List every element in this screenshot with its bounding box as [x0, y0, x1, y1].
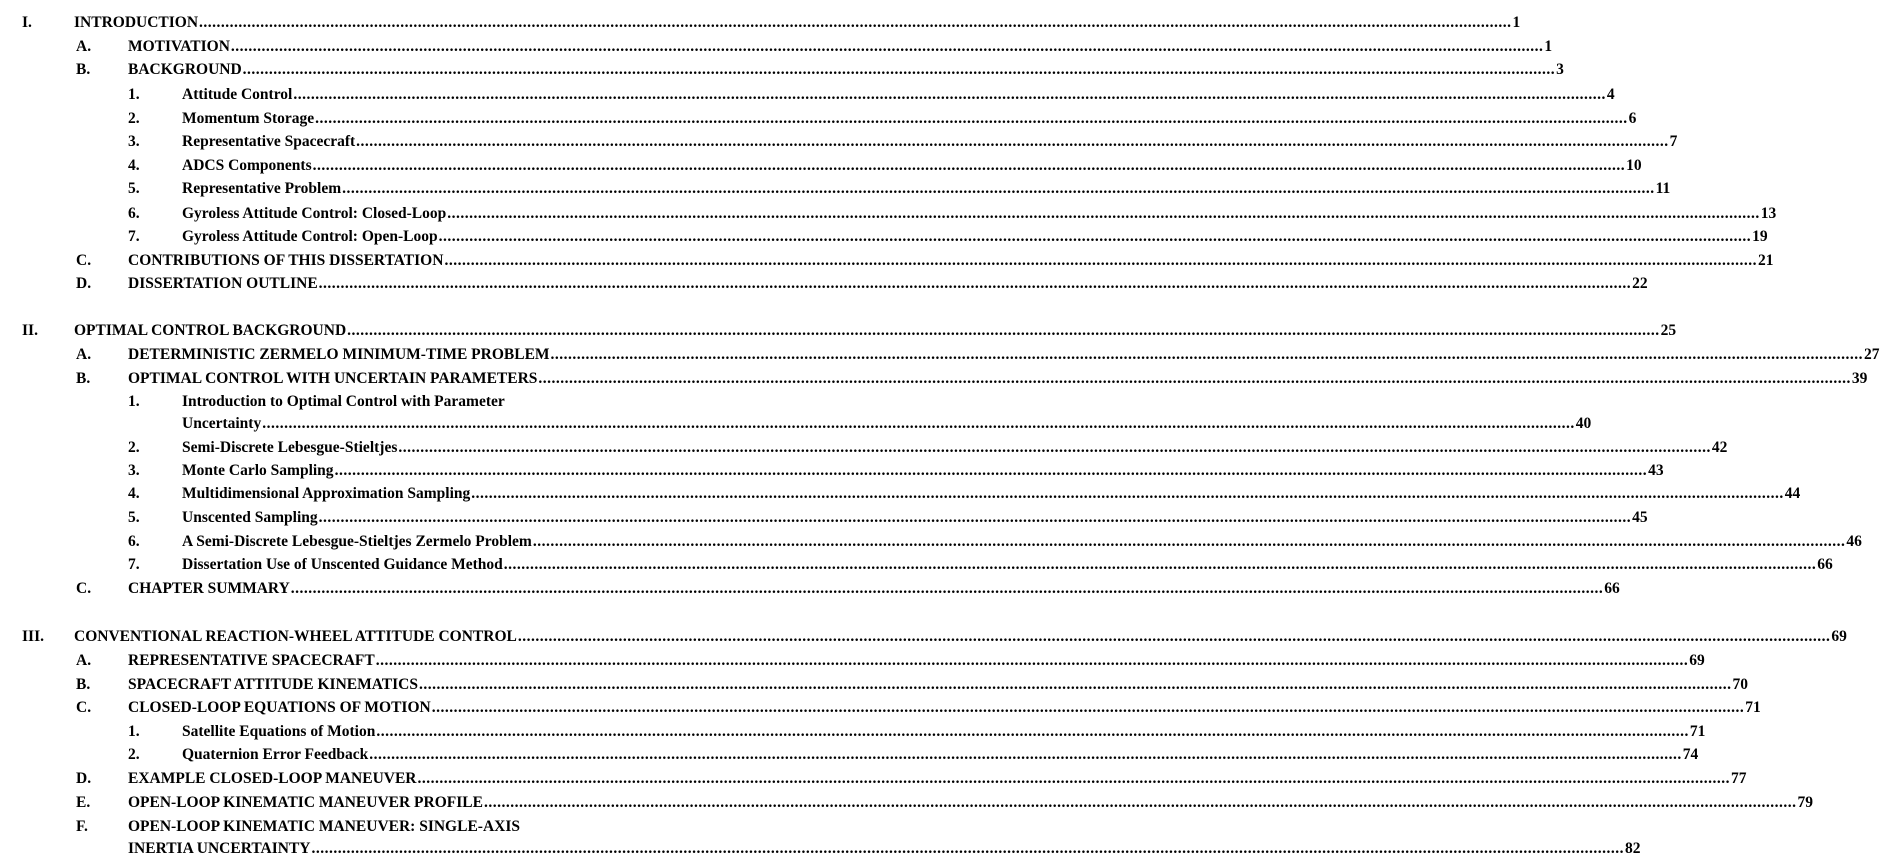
leader-dots: ............................................................................................................................................................................................................................................................................................................ [444, 252, 1757, 269]
toc-entry-title: MOTIVATION [128, 38, 230, 55]
toc-entry [0, 108, 1637, 130]
toc-entry-page: 22 [1632, 275, 1648, 292]
toc-entry [0, 460, 1664, 482]
leader-dots: ............................................................................................................................................................................................................................................................................................................ [293, 86, 1606, 103]
toc-entry-page: 77 [1731, 770, 1747, 787]
toc-entry-page: 4 [1606, 86, 1615, 103]
toc-entry-page: 25 [1660, 322, 1677, 339]
leader-dots: ............................................................................................................................................................................................................................................................................................................ [318, 509, 1632, 526]
toc-entry-number: 2. [128, 746, 140, 763]
toc-entry-number: 4. [128, 157, 140, 174]
toc-entry-title: ADCS Components [182, 157, 312, 174]
toc-entry-title: Semi-Discrete Lebesgue-Stieltjes [182, 439, 398, 456]
toc-entry-page: 1 [1512, 14, 1521, 31]
leader-dots: ............................................................................................................................................................................................................................................................................................................ [312, 157, 1626, 174]
toc-entry-page: 43 [1648, 462, 1664, 479]
toc-entry-page: 13 [1760, 205, 1777, 222]
leader-dots: ............................................................................................................................................................................................................................................................................................................ [356, 133, 1669, 150]
toc-entry-number: F. [76, 818, 88, 835]
leader-dots: ............................................................................................................................................................................................................................................................................................................ [375, 652, 1689, 669]
toc-entry-title: OPEN-LOOP KINEMATIC MANEUVER PROFILE [128, 794, 483, 811]
toc-entry-title: Multidimensional Approximation Sampling [182, 485, 471, 502]
toc-entry-page: 71 [1745, 699, 1761, 716]
toc-entry [0, 792, 1813, 814]
toc-entry [0, 554, 1833, 576]
toc-entry [0, 721, 1706, 743]
toc-entry-number: B. [76, 676, 91, 693]
toc-entry-page: 3 [1556, 61, 1564, 78]
toc-entry-number: 1. [128, 86, 140, 103]
toc-entry-number: 7. [128, 556, 140, 573]
leader-dots: ............................................................................................................................................................................................................................................................................................................ [347, 322, 1660, 339]
toc-entry-number: 5. [128, 509, 140, 526]
toc-entry-title: CONTRIBUTIONS OF THIS DISSERTATION [128, 252, 444, 269]
toc-entry-page: 6 [1628, 110, 1637, 127]
toc-entry-number: A. [76, 38, 92, 55]
leader-dots: ............................................................................................................................................................................................................................................................................................................ [532, 533, 1846, 550]
toc-entry [0, 344, 1880, 366]
toc-entry-page: 79 [1797, 794, 1813, 811]
leader-dots: ............................................................................................................................................................................................................................................................................................................ [262, 415, 1575, 432]
toc-entry [0, 203, 1777, 225]
leader-dots: ............................................................................................................................................................................................................................................................................................................ [199, 14, 1512, 31]
toc-entry-title-continuation: Uncertainty [182, 415, 262, 432]
leader-dots: ............................................................................................................................................................................................................................................................................................................ [503, 556, 1817, 573]
leader-dots: ............................................................................................................................................................................................................................................................................................................ [230, 38, 1544, 55]
toc-entry-title: Dissertation Use of Unscented Guidance Method [182, 556, 503, 573]
leader-dots: ............................................................................................................................................................................................................................................................................................................ [483, 794, 1797, 811]
leader-dots: ............................................................................................................................................................................................................................................................................................................ [538, 370, 1851, 387]
toc-entry-title: Introduction to Optimal Control with Parameter [182, 393, 505, 410]
toc-entry-number: E. [76, 794, 91, 811]
toc-entry [0, 250, 1774, 272]
toc-entry [0, 59, 1564, 81]
toc-entry-number: 7. [128, 228, 140, 245]
toc-entry-page: 7 [1669, 133, 1678, 150]
toc-entry [0, 391, 706, 413]
leader-dots: ............................................................................................................................................................................................................................................................................................................ [334, 462, 1648, 479]
toc-entry-title: DETERMINISTIC ZERMELO MINIMUM-TIME PROBLEM [128, 346, 550, 363]
leader-dots: ............................................................................................................................................................................................................................................................................................................ [517, 628, 1831, 645]
toc-entry-title: OPEN-LOOP KINEMATIC MANEUVER: SINGLE-AXIS [128, 818, 520, 835]
toc-entry-title: Gyroless Attitude Control: Open-Loop [182, 228, 438, 245]
toc-entry [0, 650, 1705, 672]
toc-entry-title: Representative Problem [182, 180, 342, 197]
leader-dots: ............................................................................................................................................................................................................................................................................................................ [290, 580, 1604, 597]
leader-dots: ............................................................................................................................................................................................................................................................................................................ [398, 439, 1711, 456]
toc-entry [0, 768, 1747, 790]
toc-entry-page: 69 [1689, 652, 1705, 669]
toc-entry-page: 82 [1625, 840, 1641, 857]
toc-entry-number: C. [76, 699, 92, 716]
leader-dots: ............................................................................................................................................................................................................................................................................................................ [315, 110, 1628, 127]
toc-entry-page: 19 [1752, 228, 1768, 245]
toc-entry-number: II. [22, 322, 38, 339]
toc-entry [0, 744, 1699, 766]
toc-entry-title: Quaternion Error Feedback [182, 746, 369, 763]
toc-entry-title: INTRODUCTION [74, 14, 199, 31]
toc-entry [0, 437, 1728, 459]
toc-entry-title: OPTIMAL CONTROL BACKGROUND [74, 322, 347, 339]
leader-dots: ............................................................................................................................................................................................................................................................................................................ [311, 840, 1625, 857]
toc-entry-page: 70 [1732, 676, 1748, 693]
toc-entry [0, 155, 1642, 177]
toc-entry-title: Momentum Storage [182, 110, 315, 127]
toc-entry-title: OPTIMAL CONTROL WITH UNCERTAIN PARAMETERS [128, 370, 538, 387]
toc-entry-page: 69 [1831, 628, 1847, 645]
toc-entry-number: 2. [128, 110, 140, 127]
leader-dots: ............................................................................................................................................................................................................................................................................................................ [318, 275, 1632, 292]
toc-entry-page: 44 [1784, 485, 1801, 502]
toc-entry-number: 1. [128, 723, 140, 740]
toc-entry-title: SPACECRAFT ATTITUDE KINEMATICS [128, 676, 418, 693]
toc-entry-number: B. [76, 61, 91, 78]
toc-entry-title: REPRESENTATIVE SPACECRAFT [128, 652, 375, 669]
toc-entry-number: B. [76, 370, 91, 387]
toc-entry-title-continuation: INERTIA UNCERTAINTY [128, 840, 311, 857]
toc-entry-page: 71 [1689, 723, 1706, 740]
toc-entry-number: 1. [128, 393, 140, 410]
toc-entry [0, 531, 1862, 553]
toc-entry-page: 66 [1817, 556, 1833, 573]
toc-entry-title: Attitude Control [182, 86, 293, 103]
toc-entry-title: Representative Spacecraft [182, 133, 356, 150]
toc-entry-number: A. [76, 652, 92, 669]
toc-entry-page: 46 [1846, 533, 1862, 550]
toc-entry [0, 36, 1553, 58]
toc-entry-page: 40 [1575, 415, 1592, 432]
toc-entry-number: III. [22, 628, 44, 645]
toc-entry [0, 578, 1620, 600]
toc-entry [0, 131, 1678, 153]
toc-entry-page: 45 [1632, 509, 1648, 526]
leader-dots: ............................................................................................................................................................................................................................................................................................................ [431, 699, 1745, 716]
toc-entry-page: 39 [1851, 370, 1868, 387]
toc-entry-page: 27 [1864, 346, 1880, 363]
toc-entry-number: 6. [128, 533, 140, 550]
leader-dots: ............................................................................................................................................................................................................................................................................................................ [417, 770, 1730, 787]
leader-dots: ............................................................................................................................................................................................................................................................................................................ [418, 676, 1732, 693]
toc-entry-continuation [0, 838, 1641, 860]
toc-entry [0, 674, 1748, 696]
toc-entry-number: 2. [128, 439, 140, 456]
leader-dots: ............................................................................................................................................................................................................................................................................................................ [471, 485, 1784, 502]
toc-entry [0, 816, 706, 838]
toc-entry-title: Satellite Equations of Motion [182, 723, 376, 740]
toc-entry-number: C. [76, 580, 92, 597]
toc-entry-title: BACKGROUND [128, 61, 242, 78]
toc-entry [0, 178, 1671, 200]
toc-entry-number: 3. [128, 462, 140, 479]
toc-entry-page: 42 [1711, 439, 1728, 456]
leader-dots: ............................................................................................................................................................................................................................................................................................................ [438, 228, 1752, 245]
toc-entry-title: EXAMPLE CLOSED-LOOP MANEUVER [128, 770, 417, 787]
leader-dots: ............................................................................................................................................................................................................................................................................................................ [447, 205, 1760, 222]
toc-entry-page: 1 [1544, 38, 1553, 55]
toc-entry-number: D. [76, 770, 92, 787]
toc-entry [0, 626, 1847, 648]
toc-entry-continuation [0, 413, 1592, 435]
toc-entry [0, 697, 1761, 719]
toc-entry-page: 10 [1626, 157, 1642, 174]
toc-entry [0, 483, 1801, 505]
toc-entry-title: Monte Carlo Sampling [182, 462, 334, 479]
toc-entry-title: Unscented Sampling [182, 509, 318, 526]
toc-entry-number: C. [76, 252, 92, 269]
toc-entry-page: 74 [1682, 746, 1699, 763]
leader-dots: ............................................................................................................................................................................................................................................................................................................ [550, 346, 1864, 363]
toc-entry-title: A Semi-Discrete Lebesgue-Stieltjes Zermelo Problem [182, 533, 532, 550]
toc-entry-title: CONVENTIONAL REACTION-WHEEL ATTITUDE CONTROL [74, 628, 517, 645]
toc-entry [0, 368, 1868, 390]
leader-dots: ............................................................................................................................................................................................................................................................................................................ [376, 723, 1689, 740]
toc-entry-number: A. [76, 346, 92, 363]
toc-entry-number: 6. [128, 205, 140, 222]
toc-entry-title: Gyroless Attitude Control: Closed-Loop [182, 205, 447, 222]
toc-entry-title: CLOSED-LOOP EQUATIONS OF MOTION [128, 699, 431, 716]
toc-entry-number: D. [76, 275, 92, 292]
leader-dots: ............................................................................................................................................................................................................................................................................................................ [369, 746, 1682, 763]
toc-entry-number: 3. [128, 133, 140, 150]
toc-entry-title: DISSERTATION OUTLINE [128, 275, 318, 292]
toc-entry-page: 21 [1757, 252, 1774, 269]
toc-entry-title: CHAPTER SUMMARY [128, 580, 290, 597]
toc-entry-number: 5. [128, 180, 140, 197]
toc-entry-page: 66 [1604, 580, 1620, 597]
leader-dots: ............................................................................................................................................................................................................................................................................................................ [242, 61, 1556, 78]
toc-entry [0, 507, 1648, 529]
toc-entry [0, 320, 1677, 342]
toc-entry-page: 11 [1655, 180, 1671, 197]
toc-entry-number: I. [22, 14, 32, 31]
toc-entry [0, 226, 1768, 248]
toc-entry-number: 4. [128, 485, 140, 502]
toc-entry [0, 12, 1521, 34]
toc-entry [0, 84, 1615, 106]
toc-entry [0, 273, 1648, 295]
leader-dots: ............................................................................................................................................................................................................................................................................................................ [342, 180, 1655, 197]
